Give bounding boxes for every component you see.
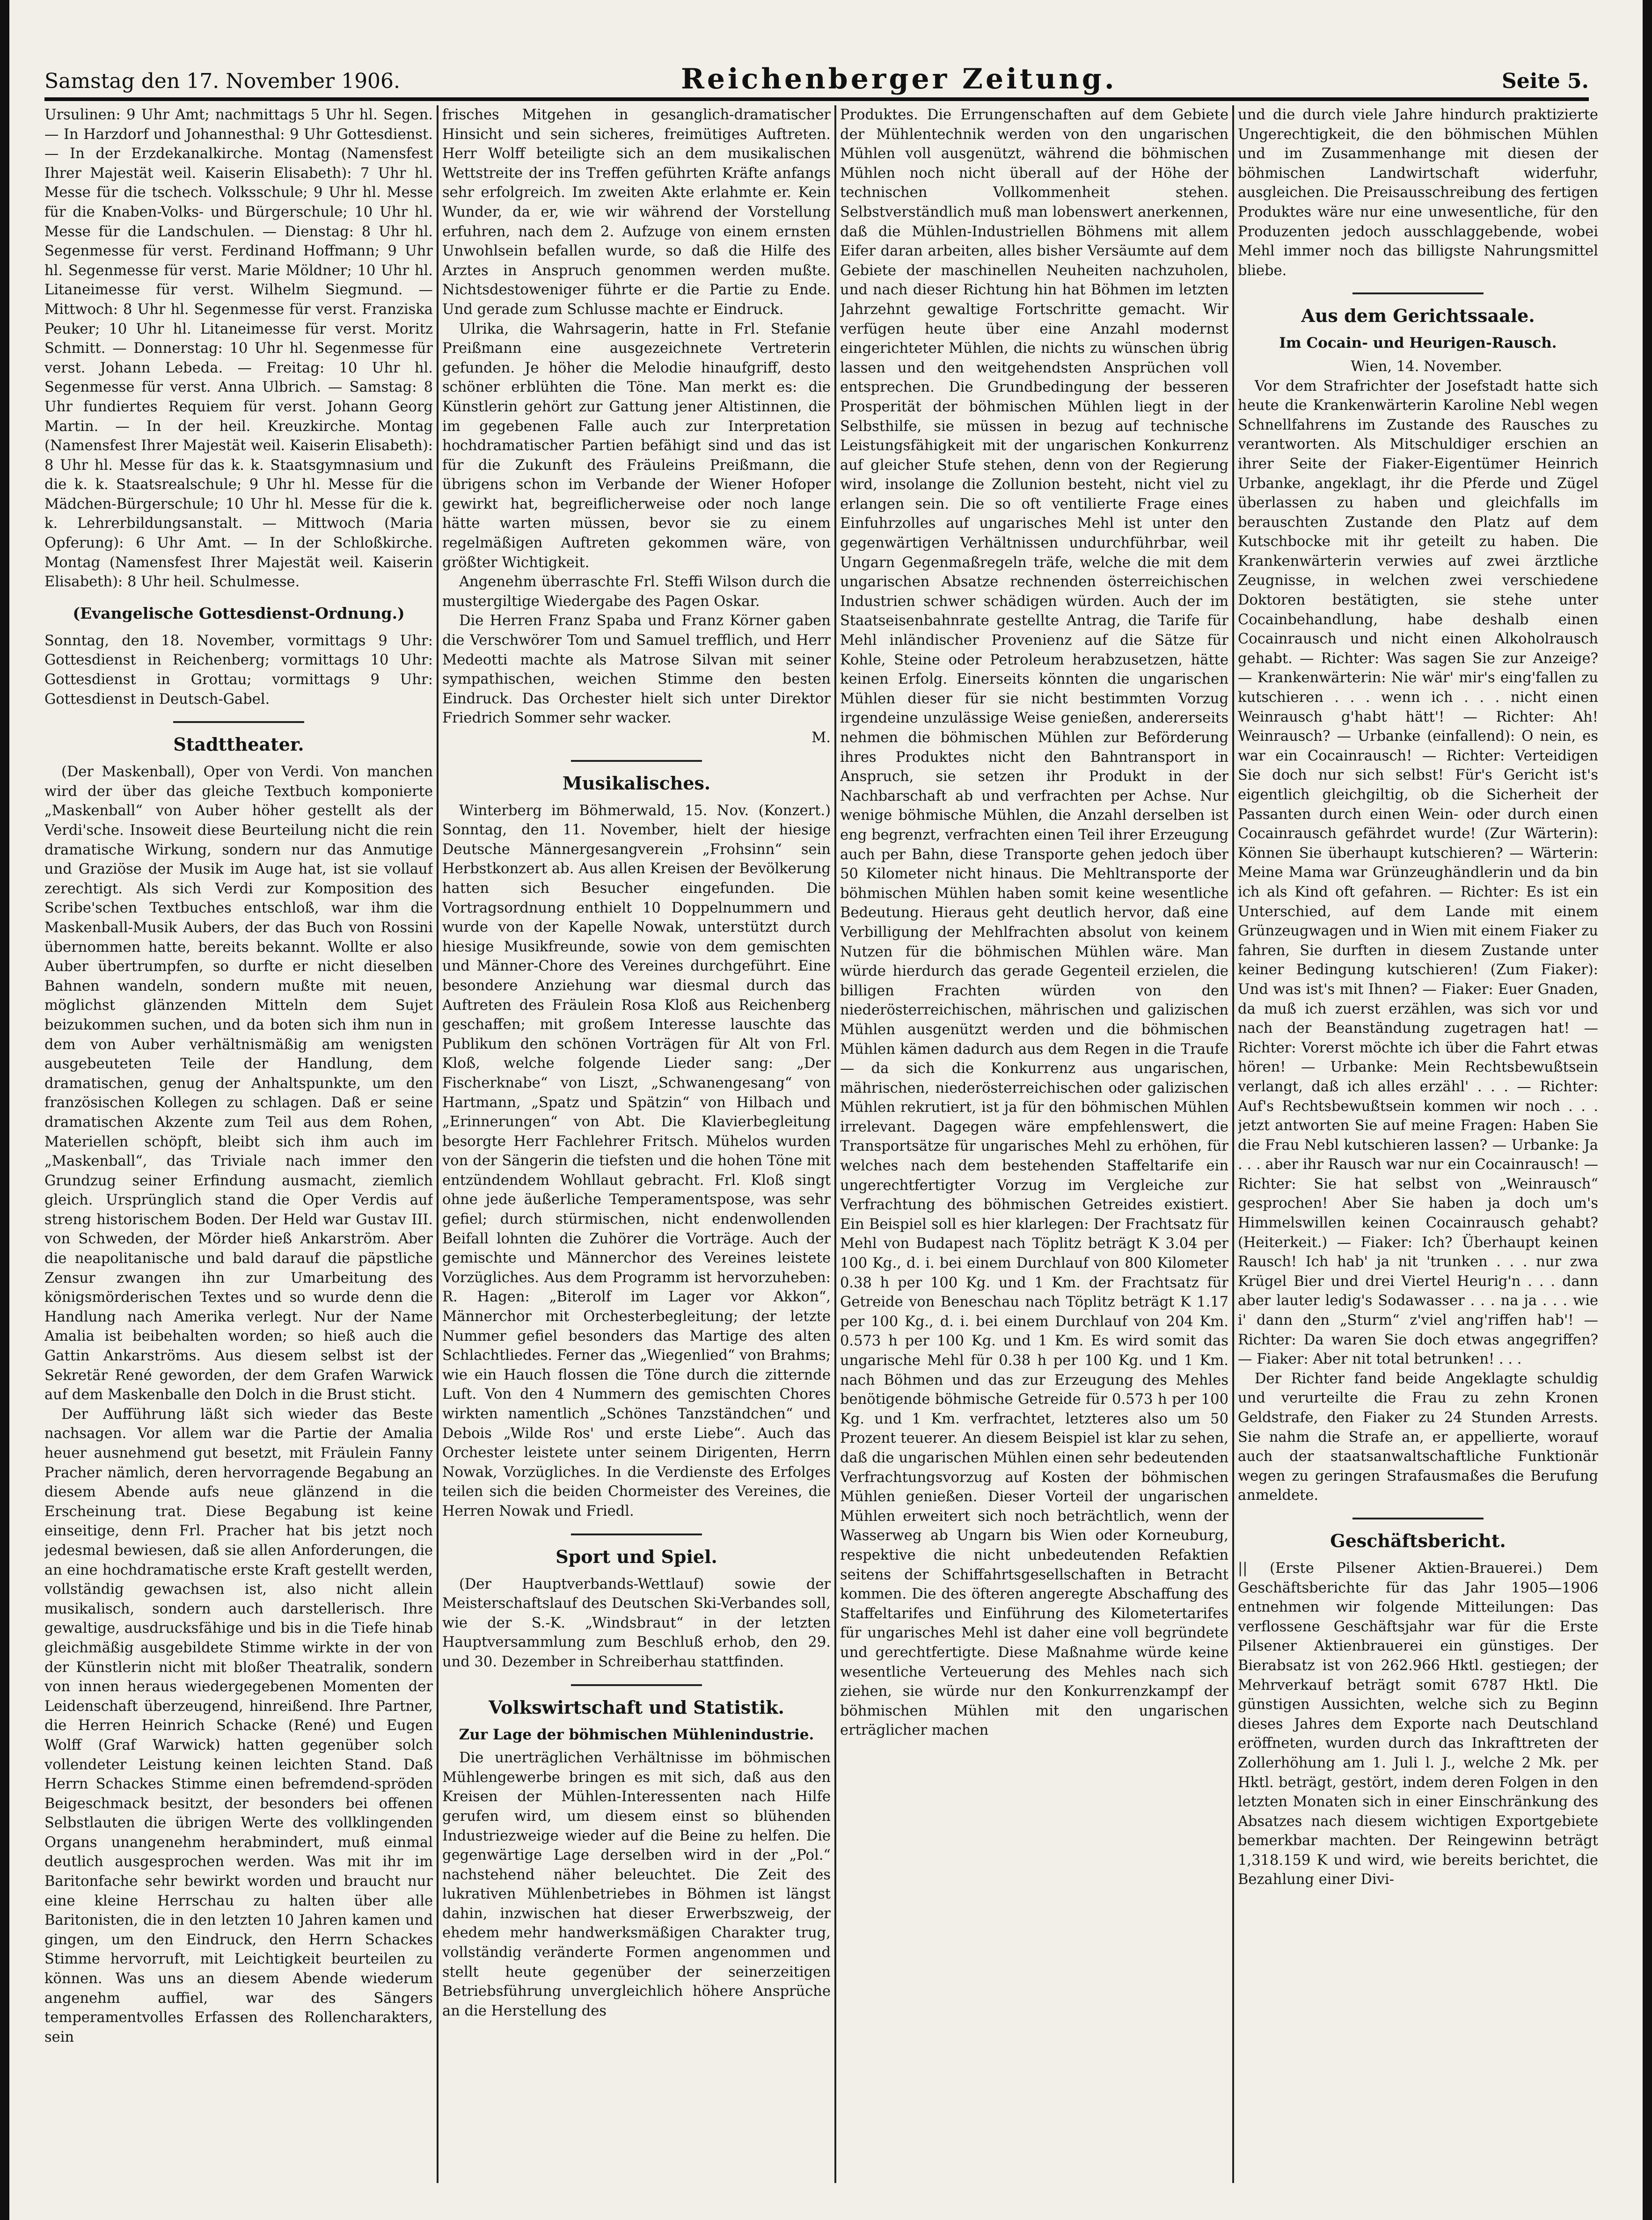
section-separator: [571, 1534, 702, 1535]
section-separator: [173, 721, 304, 723]
economy-subheading: Zur Lage der böhmischen Mühlenindustrie.: [459, 1726, 814, 1743]
theater-paragraph: frisches Mitgehen in gesanglich-dramatischer Hinsicht und sein sicheres, freimütiges Auftreten. Herr Wolff beteiligte sich an dem musikalischen Wettstreite der ins Treffen geführten Kräfte anfangs sehr erfolgreich. Im zweiten Akte erlahmte er. Kein Wunder, da er, wie wir während der Vorstellung erfuhren, nach dem 2. Aufzuge von einem ernsten Unwohlsein befallen wurde, so daß die Hilfe des Arztes in Anspruch genommen werden mußte. Nichtsdestoweniger führte er die Partie zu Ende. Und gerade zum Schlusse machte er Eindruck.: [442, 107, 831, 318]
court-paragraph: Vor dem Strafrichter der Josefstadt hatte sich heute die Krankenwärterin Karoline Nebl wegen Schnellfahrens im Zustande des Rausches zu verantworten. Als Mitschuldiger erschien an ihrer Seite der Fiaker-Eigentümer Heinrich Urbanke, angeklagt, ihr die Pferde und Zügel überlassen zu haben und gleichfalls im berauschten Zustande den Platz auf dem Kutschbocke mit ihr geteilt zu haben. Die Krankenwärterin verwies auf zwei ärztliche Zeugnisse, in welchen zwei verschiedene Doktoren bestätigten, sie stehe unter Cocainbehandlung, habe deshalb einen Cocainrausch und nicht einen Alkoholrausch gehabt. — Richter: Was sagen Sie zur Anzeige? — Krankenwärterin: Nie wär' mir's eing'fallen zu kutschieren . . . wenn ich . . . nicht einen Weinrausch g'habt hätt'! — Richter: Ah! Weinrausch? — Urbanke (einfallend): O nein, es war ein Cocainrausch! — Richter: Verteidigen Sie doch nur sich selbst! Für's Gericht ist's eigentlich gleichgiltig, ob die Sicherheit der Passanten durch einen Wein- oder durch einen Cocainrausch gefährdet wurde! (Zur Wärterin): Können Sie überhaupt kutschieren? — Wärterin: Meine Mama war Grünzeughändlerin und da bin ich als Kind oft gefahren. — Richter: Es ist ein Unterschied, auf dem Lande mit einem Grünzeugwagen und in Wien mit einem Fiaker zu fahren, Sie durften in diesem Zustande unter keiner Bedingung kutschieren! (Zum Fiaker): Und was ist's mit Ihnen? — Fiaker: Euer Gnaden, da muß ich zuerst erzählen, was sich vor und nach der Beanständung zugetragen hat! — Richter: Vorerst möchte ich über die Fahrt etwas hören! — Urbanke: Mein Rechtsbewußtsein verlangt, daß ich alles erzähl' . . . — Richter: Auf's Rechtsbewußtsein kommen wir noch . . . jetzt antworten Sie auf meine Fragen: Haben Sie die Frau Nebl kutschieren lassen? — Urbanke: Ja . . . aber ihr Rausch war nur ein Cocainrausch! — Richter: Sie hat selbst von „Weinrausch“ gesprochen! Aber Sie haben ja doch um's Himmelswillen keinen Cocainrausch gehabt? (Heiterkeit.) — Fiaker: Ich? Überhaupt keinen Rausch! Ich hab' ja nit 'trunken . . . nur zwa Krügel Bier und drei Viertel Heurig'n . . . dann aber lauter ledig's Sodawasser . . . na ja . . . wie i' dann den „Sturm“ z'viel ang'riffen hab'! — Richter: Da waren Sie doch etwas angegriffen? — Fiaker: Aber nit total betrunken! . . .: [1238, 378, 1598, 1368]
theater-paragraph: Ulrika, die Wahrsagerin, hatte in Frl. Stefanie Preißmann eine ausgezeichnete Vertreterin gefunden. Je höher die Melodie hinaufgriff, desto schöner erblühten die Töne. Man merkt es: die Künstlerin gehört zur Gattung jener Altistinnen, die im gegebenen Falle auch zur Interpretation hochdramatischer Partien befähigt sind und das ist für die Zukunft des Fräuleins Preißmann, die übrigens schon im Verbande der Wiener Hofoper gewirkt hat, begreiflicherweise oder noch lange hätte warten müssen, bevor sie zu einem regelmäßigen Auftreten gekommen wäre, von größter Wichtigkeit.: [442, 321, 831, 571]
scan-border-right: [1643, 0, 1652, 2220]
header-date: Samstag den 17. November 1906.: [44, 69, 401, 93]
scan-border-left: [0, 0, 9, 2220]
economy-text: und die durch viele Jahre hindurch praktizierte Ungerechtigkeit, die den böhmischen Mühlen und im Zusammenhange mit diesen der böhmischen Landwirtschaft widerfuhr, ausgleichen. Die Preisausschreibung des fertigen Produktes wäre nur eine unwesentliche, für den Produzenten jedoch ausschlaggebende, wobei Mehl immer noch das billigste Nahrungsmittel bliebe.: [1238, 107, 1598, 279]
economy-heading: Volkswirtschaft und Statistik.: [489, 1696, 784, 1718]
page-header: [44, 61, 1589, 98]
column-2: [442, 105, 831, 2183]
evangelical-text: Sonntag, den 18. November, vormittags 9 Uhr: Gottesdienst in Reichenberg; vormittags 10 Uhr: Gottesdienst in Grottau; vormittags 9 Uhr: Gottesdienst in Deutsch-Gabel.: [44, 632, 433, 708]
newspaper-title: Reichenberger Zeitung.: [681, 63, 1117, 95]
header-rule: [44, 97, 1589, 101]
business-heading: Geschäftsbericht.: [1330, 1530, 1506, 1551]
theater-paragraph: (Der Maskenball), Oper von Verdi. Von manchen wird der über das gleiche Textbuch komponierte „Maskenball“ von Auber höher gestellt als der Verdi'sche. Insoweit diese Beurteilung nicht die rein dramatische Wirkung, sondern nur das Anmutige und Graziöse der Musik im Auge hat, ist sie vollauf zerechtigt. Als sich Verdi zur Komposition des Scribe'schen Textbuches entschloß, war ihm die Maskenball-Musik Aubers, der das Buch von Rossini übernommen hatte, bereits bekannt. Wollte er also Auber übertrumpfen, so durfte er nicht dieselben Bahnen wandeln, sondern mußte mit neuen, möglichst glänzenden Mitteln dem Sujet beizukommen suchen, und da boten sich ihm nun in dem von Auber verhältnismäßig am wenigsten ausgebeuteten Teile der Handlung, dem dramatischen, genug der Anhaltspunkte, um den französischen Kollegen zu schlagen. Daß er seine dramatischen Akzente zum Teil aus dem Rohen, Materiellen schöpft, bleibt sich ihm auch im „Maskenball“, das Triviale nach immer den Grundzug seiner Erfindung ausmacht, ziemlich gleich. Ursprünglich stand die Oper Verdis auf streng historischem Boden. Der Held war Gustav III. von Schweden, der Mörder hieß Ankarström. Aber die neapolitanische und bald darauf die päpstliche Zensur zwangen ihn zur Umarbeitung des königsmörderischen Textes und so wurde denn die Handlung nach Amerika verlegt. Nur der Name Amalia ist beibehalten worden; so hieß auch die Gattin Ankarströms. Aus diesem selbst ist der Sekretär René geworden, der dem Grafen Warwick auf dem Maskenballe den Dolch in die Brust sticht.: [44, 764, 433, 1403]
court-paragraph: Der Richter fand beide Angeklagte schuldig und verurteilte die Frau zu zehn Kronen Geldstrafe, den Fiaker zu 24 Stunden Arrests. Sie nahm die Strafe an, er appellierte, worauf auch der staatsanwaltschaftliche Funktionär wegen zu geringen Strafausmaßes die Berufung anmeldete.: [1238, 1370, 1598, 1504]
sport-heading: Sport und Spiel.: [556, 1546, 717, 1567]
page-number: Seite 5.: [1501, 69, 1589, 93]
music-text: Winterberg im Böhmerwald, 15. Nov. (Konzert.) Sonntag, den 11. November, hielt der hiesige Deutsche Männergesangverein „Frohsinn“ sein Herbstkonzert ab. Aus allen Kreisen der Bevölkerung hatten sich Besucher eingefunden. Die Vortragsordnung enthielt 10 Doppelnummern und wurde von der Kapelle Nowak, unterstützt durch hiesige Musikfreunde, sowie von dem gemischten und Männer-Chore des Vereines durchgeführt. Eine besondere Anziehung war diesmal durch das Auftreten des Fräulein Rosa Kloß aus Reichenberg geschaffen; mit großem Interesse lauschte das Publikum den schönen Vorträgen für Alt von Frl. Kloß, welche folgende Lieder sang: „Der Fischerknabe“ von Liszt, „Schwanengesang“ von Hartmann, „Spatz und Spätzin“ von Hilbach und „Erinnerungen“ von Abt. Die Klavierbegleitung besorgte Herr Fachlehrer Fritsch. Mühelos wurden von der Sängerin die tiefsten und die hohen Töne mit entzündendem Wohllaut gebracht. Frl. Kloß singt ohne jede äußerliche Temperamentspose, was sehr gefiel; durch stürmischen, nicht endenwollenden Beifall lohnten die Zuhörer die Vorträge. Auch der gemischte und Männerchor des Vereines leistete Vorzügliches. Aus dem Programm ist hervorzuheben: R. Hagen: „Biterolf im Lager vor Akkon“, Männerchor mit Orchesterbegleitung; der letzte Nummer gefiel besonders das Martige des alten Schlachtliedes. Ferner das „Wiegenlied“ von Brahms; wie ein Hauch flossen die Töne durch die zitternde Luft. Von den 4 Nummern des gemischten Chores wirkten namentlich „Schönes Tanzständchen“ und Debois „Wilde Ros' und erste Liebe“. Auch das Orchester leistete unter seinem Dirigenten, Herrn Nowak, Vorzügliches. In die Verdienste des Erfolges teilen sich die beiden Chormeister des Vereines, die Herren Nowak und Friedl.: [442, 802, 831, 1519]
section-separator: [571, 1684, 702, 1686]
section-separator: [571, 760, 702, 762]
economy-text: Die unerträglichen Verhältnisse im böhmischen Mühlengewerbe bringen es mit sich, daß aus den Kreisen der Mühlen-Interessenten nach Hilfe gerufen wird, um diesem einst so blühenden Industriezweige wieder auf die Beine zu helfen. Die gegenwärtige Lage derselben wird in der „Pol.“ nachstehend näher beleuchtet. Die Zeit des lukrativen Mühlenbetriebes in Böhmen ist längst dahin, inzwischen hat dieser Erwerbszweig, der ehedem mehr handwerksmäßigen Charakter trug, vollständig veränderte Formen angenommen und stellt heute gegenüber der seinerzeitigen Betriebsführung unvergleichlich höhere Ansprüche an die Herstellung des: [442, 1750, 831, 2019]
section-separator: [1352, 292, 1484, 294]
column-1: [44, 105, 433, 2183]
theater-signature: M.: [811, 730, 831, 746]
theater-paragraph: Der Aufführung läßt sich wieder das Beste nachsagen. Vor allem war die Partie der Amalia heuer ausnehmend gut besetzt, mit Fräulein Fanny Pracher nämlich, deren hervorragende Begabung an diesem Abende aufs neue glänzend in die Erscheinung trat. Diese Begabung ist keine einseitige, denn Frl. Pracher hat bis jetzt noch jedesmal bewiesen, daß sie allen Anforderungen, die an eine hochdramatische erste Kraft gestellt werden, vollständig gewachsen ist, also nicht allein musikalisch, sondern auch darstellerisch. Ihre gewaltige, ausdrucksfähige und bis in die Tiefe hinab gleichmäßig ausgebildete Stimme wirkte in der von der Künstlerin nicht mit bloßer Theatralik, sondern von innen heraus wiedergegebenen Momenten der Leidenschaft überzeugend, hinreißend. Ihre Partner, die Herren Heinrich Schacke (René) und Eugen Wolff (Graf Warwick) hatten gegenüber solch vollendeter Leistung keinen leichten Stand. Daß Herrn Schackes Stimme einen befremdend-spröden Beigeschmack besitzt, der besonders bei offenen Selbstlauten die übrigen Werte des vollklingenden Organs unangenehm herabmindert, muß einmal deutlich ausgesprochen werden. Was mit ihr im Baritonfache sehr bewirkt worden und braucht nur eine kleine Herrschau zu halten über alle Baritonisten, die in den letzten 10 Jahren kamen und gingen, um den Eindruck, den Herrn Schackes Stimme hervorruft, mit Leichtigkeit beurteilen zu können. Was uns an diesem Abende wiederum angenehm auffiel, war des Sängers temperamentvolles Erfassen des Rollencharakters, sein: [44, 1406, 433, 2045]
section-separator: [1352, 1518, 1484, 1519]
sport-text: (Der Hauptverbands-Wettlauf) sowie der Meisterschaftslauf des Deutschen Ski-Verbandes soll, wie der S.-K. „Windsbraut“ in der letzten Hauptversammlung zum Beschluß erhob, den 29. und 30. Dezember in Schreiberhau stattfinden.: [442, 1576, 831, 1670]
theater-paragraph: Die Herren Franz Spaba und Franz Körner gaben die Verschwörer Tom und Samuel trefflich, und Herr Medeotti machte als Matrose Silvan mit seiner sympathischen, weichen Stimme den besten Eindruck. Das Orchester hielt sich unter Direktor Friedrich Sommer sehr wacker.: [442, 613, 831, 727]
column-4: [1238, 105, 1598, 2183]
evangelical-heading: (Evangelische Gottesdienst-Ordnung.): [73, 604, 405, 622]
music-heading: Musikalisches.: [562, 772, 711, 794]
theater-paragraph: Angenehm überraschte Frl. Steffi Wilson durch die mustergiltige Wiedergabe des Pagen Oskar.: [442, 574, 831, 610]
column-divider: [1232, 105, 1234, 2183]
court-subheading: Im Cocain- und Heurigen-Rausch.: [1279, 335, 1557, 352]
column-3: [840, 105, 1228, 2183]
economy-text: Produktes. Die Errungenschaften auf dem Gebiete der Mühlentechnik werden von den ungarischen Mühlen voll ausgenützt, während die böhmischen Mühlen noch nicht überall auf der Höhe der technischen Vollkommenheit stehen. Selbstverständlich muß man lobenswert anerkennen, daß die Mühlen-Industriellen Böhmens mit allem Eifer daran arbeiten, alles bisher Versäumte auf dem Gebiete der maschinellen Neuheiten nachzuholen, und nach dieser Richtung hin hat Böhmen im letzten Jahrzehnt gewaltige Fortschritte gemacht. Wir verfügen heute über eine Anzahl modernst eingerichteter Mühlen, die nichts zu wünschen übrig lassen und den weitgehendsten Ansprüchen voll entsprechen. Die Grundbedingung der besseren Prosperität der böhmischen Mühlen liegt in der Selbsthilfe, sie müssen in bezug auf technische Leistungsfähigkeit mit der ungarischen Konkurrenz auf gleicher Stufe stehen, denn von der Regierung wird, insolange die Zollunion besteht, nicht viel zu erlangen sein. Die so oft ventilierte Frage eines Einfuhrzolles auf ungarisches Mehl ist unter den gegenwärtigen Verhältnissen undurchführbar, weil Ungarn Gegenmaßregeln träfe, welche die mit dem ungarischen Absatze rechnenden österreichischen Industrien schwer schädigen würden. Auch der im Staatseisenbahnrate gestellte Antrag, die Tarife für Mehl inländischer Provenienz auf die Sätze für Kohle, Steine oder Petroleum herabzusetzen, hätte keinen Erfolg. Einerseits könnten die ungarischen Mühlen dieser für sie nicht bestimmten Vorzug irgendeine unzulässige Weise genießen, andererseits nehmen die böhmischen Mühlen zur Beförderung ihres Produktes nicht den Bahntransport in Anspruch, sie setzen ihr Produkt in der Nachbarschaft ab und verfrachten per Achse. Nur wenige böhmische Mühlen, die Anzahl derselben ist eng begrenzt, verfrachten einen Teil ihrer Erzeugung auch per Bahn, diese Transporte gehen jedoch über 50 Kilometer nicht hinaus. Die Mehltransporte der böhmischen Mühlen haben somit keine wesentliche Bedeutung. Hieraus geht deutlich hervor, daß eine Verbilligung der Mehlfrachten absolut von keinem Nutzen für die böhmischen Mühlen wäre. Man würde hierdurch das gerade Gegenteil erzielen, die billigen Frachten würden von den niederösterreichischen, mährischen und galizischen Mühlen ausgenützt werden und die böhmischen Mühlen kämen dadurch aus dem Regen in die Traufe — da sich die Konkurrenz aus ungarischen, mährischen, niederösterreichischen oder galizischen Mühlen rekrutiert, ist ja für den böhmischen Mühlen irrelevant. Dagegen wäre empfehlenswert, die Transportsätze für ungarisches Mehl zu erhöhen, für welches nach dem bestehenden Staffeltarife ein ungerechtfertigter Vorzug im Vergleiche zur Verfrachtung des böhmischen Getreides existiert. Ein Beispiel soll es hier klarlegen: Der Frachtsatz für Mehl von Budapest nach Töplitz beträgt K 3.04 per 100 Kg., d. i. bei einem Durchlauf von 800 Kilometer 0.38 h per 100 Kg. und 1 Km. der Frachtsatz für Getreide von Beneschau nach Töplitz beträgt K 1.17 per 100 Kg., d. i. bei einem Durchlauf von 204 Km. 0.573 h per 100 Kg. und 1 Km. Es wird somit das ungarische Mehl für 0.38 h per 100 Kg. und 1 Km. nach Böhmen und das zur Erzeugung des Mehles benötigende böhmische Getreide für 0.573 h per 100 Kg. und 1 Km. verfrachtet, letzteres also um 50 Prozent teuerer. An diesem Beispiel ist klar zu sehen, daß die ungarischen Mühlen einen sehr bedeutenden Verfrachtungsvorzug auf Kosten der böhmischen Mühlen genießen. Dieser Vorteil der ungarischen Mühlen erweitert sich noch beträchtlich, wenn der Wasserweg ab Ungarn bis Wien oder Korneuburg, respektive die nicht unbedeutenden Refaktien seitens der Schiffahrtsgesellschaften in Betracht kommen. Die des öfteren angeregte Abschaffung des Staffeltarifes und Einführung des Kilometertarifes für ungarisches Mehl ist daher eine voll begründete und gerechtfertigte. Diese Maßnahme würde keine wesentliche Verteuerung des Mehles nach sich ziehen, sie würde nur den Konkurrenzkampf der böhmischen Mühlen mit den ungarischen erträglicher machen: [840, 107, 1228, 1739]
court-dateline: Wien, 14. November.: [1351, 358, 1502, 375]
business-text: || (Erste Pilsener Aktien-Brauerei.) Dem Geschäftsberichte für das Jahr 1905—1906 entnehmen wir folgende Mitteilungen: Das verflossene Geschäftsjahr war für die Erste Pilsener Aktienbrauerei ein günstiges. Der Bierabsatz ist von 262.966 Hktl. gestiegen; der Mehrverkauf beträgt somit 6787 Hktl. Die günstigen Aussichten, welche sich zu Beginn dieses Jahres dem Exporte nach Deutschland eröffneten, wurden durch das Inkrafttreten der Zollerhöhung am 1. Juli l. J., welche 2 Mk. per Hktl. beträgt, gestört, indem deren Folgen in den letzten Monaten sich in einer Einschränkung des Absatzes nach diesem wichtigen Exportgebiete bemerkbar machten. Der Reingewinn beträgt 1,318.159 K und wird, wie bereits berichtet, die Bezahlung einer Divi-: [1238, 1560, 1598, 1888]
court-heading: Aus dem Gerichtssaale.: [1301, 305, 1535, 327]
column-divider: [437, 105, 439, 2183]
theater-heading: Stadttheater.: [173, 734, 304, 755]
church-schedule: Ursulinen: 9 Uhr Amt; nachmittags 5 Uhr hl. Segen. — In Harzdorf und Johannesthal: 9 Uhr Gottesdienst. — In der Erzdekanalkirche. Montag (Namensfest Ihrer Majestät weil. Kaiserin Elisabeth): 7 Uhr hl. Messe für die tschech. Volksschule; 9 Uhr hl. Messe für die Knaben-Volks- und Bürgerschule; 10 Uhr hl. Messe für die Landschulen. — Dienstag: 8 Uhr hl. Segenmesse für verst. Ferdinand Hoffmann; 9 Uhr hl. Segenmesse für verst. Marie Möldner; 10 Uhr hl. Litaneimesse für verst. Wilhelm Siegmund. — Mittwoch: 8 Uhr hl. Segenmesse für verst. Franziska Peuker; 10 Uhr hl. Litaneimesse für verst. Moritz Schmitt. — Donnerstag: 10 Uhr hl. Segenmesse für verst. Johann Lebeda. — Freitag: 10 Uhr hl. Segenmesse für verst. Anna Ulbrich. — Samstag: 8 Uhr fundiertes Requiem für verst. Johann Georg Martin. — In der heil. Kreuzkirche. Montag (Namensfest Ihrer Majestät weil. Kaiserin Elisabeth): 8 Uhr hl. Messe für das k. k. Staatsgymnasium und die k. k. Staatsrealschule; 9 Uhr hl. Messe für die Mädchen-Bürgerschule; 10 Uhr hl. Messe für die k. k. Lehrerbildungsanstalt. — Mittwoch (Maria Opferung): 6 Uhr Amt. — In der Schloßkirche. Montag (Namensfest Ihrer Majestät weil. Kaiserin Elisabeth): 8 Uhr heil. Schulmesse.: [44, 107, 433, 591]
column-divider: [834, 105, 836, 2183]
